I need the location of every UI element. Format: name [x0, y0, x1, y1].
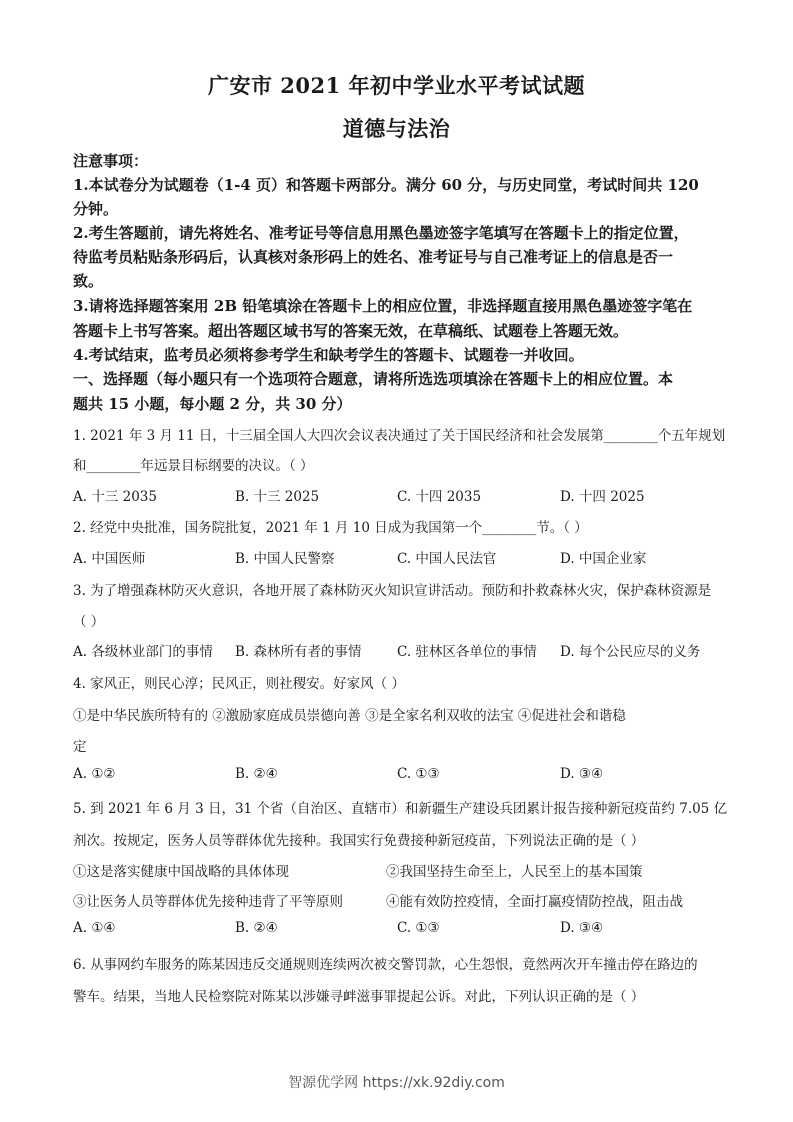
- q5-option-a: A. ①④: [73, 920, 116, 936]
- q4-option-a: A. ①②: [73, 766, 116, 782]
- page-title: 广安市 2021 年初中学业水平考试试题: [207, 73, 586, 98]
- notice-line: 3.请将选择题答案用 2B 铅笔填涂在答题卡上的相应位置，非选择题直接用黑色墨迹签字笔在: [73, 297, 693, 315]
- notice-line: 待监考员粘贴条形码后，认真核对条形码上的姓名、准考证号与自己准考证上的信息是否一: [73, 248, 674, 266]
- q3-option-b: B. 森林所有者的事情: [235, 644, 362, 660]
- q5-option-c: C. ①③: [397, 920, 440, 936]
- notice-line: 4.考试结束，监考员必须将参考学生和缺考学生的答题卡、试题卷一并收回。: [73, 346, 584, 364]
- q2-option-c: C. 中国人民法官: [397, 551, 497, 567]
- q5-option-b: B. ②④: [235, 920, 278, 936]
- q5-statement-2: ②我国坚持生命至上，人民至上的基本国策: [386, 864, 643, 880]
- q1-option-c: C. 十四 2035: [397, 489, 482, 505]
- notice-line: 答题卡上书写答案。超出答题区域书写的答案无效，在草稿纸、试题卷上答题无效。: [73, 322, 629, 340]
- question-5-stem: 剂次。按规定，医务人员等群体优先接种。我国实行免费接种新冠疫苗，下列说法正确的是（ ）: [73, 833, 645, 849]
- notice-line: 2.考生答题前，请先将姓名、准考证号等信息用黑色墨迹签字笔填写在答题卡上的指定位置，: [73, 224, 689, 242]
- q5-statement-1: ①这是落实健康中国战略的具体体现: [73, 864, 289, 880]
- question-4-statements: ①是中华民族所特有的 ②激励家庭成员崇德向善 ③是全家名利双收的法宝 ④促进社会和谐稳: [73, 708, 626, 724]
- watermark-footer: 智源优学网 https://xk.92diy.com: [288, 1075, 505, 1091]
- question-2-stem: 2. 经党中央批准，国务院批复，2021 年 1 月 10 日成为我国第一个________节。（ ）: [73, 520, 588, 536]
- question-3-stem: 3. 为了增强森林防灭火意识，各地开展了森林防灭火知识宣讲活动。预防和扑救森林火灾，保护森林资源是: [73, 583, 712, 599]
- q2-option-a: A. 中国医师: [73, 551, 146, 567]
- notice-line: 1.本试卷分为试题卷（1-4 页）和答题卡两部分。满分 60 分，与历史同堂，考试时间共 120: [73, 176, 699, 194]
- question-3-stem: （ ）: [73, 614, 105, 630]
- q4-option-d: D. ③④: [560, 766, 604, 782]
- q1-option-b: B. 十三 2025: [235, 489, 320, 505]
- subject-title: 道德与法治: [342, 116, 451, 141]
- section-heading: 题共 15 小题，每小题 2 分，共 30 分）: [73, 395, 352, 413]
- q5-option-d: D. ③④: [560, 920, 604, 936]
- question-6-stem: 6. 从事网约车服务的陈某因违反交通规则连续两次被交警罚款，心生怨恨，竟然两次开车撞击停在路边的: [73, 957, 698, 973]
- question-5-stem: 5. 到 2021 年 6 月 3 日，31 个省（自治区、直辖市）和新疆生产建设兵团累计报告接种新冠疫苗约 7.05 亿: [73, 801, 728, 817]
- q3-option-d: D. 每个公民应尽的义务: [560, 644, 701, 660]
- question-6-stem: 警车。结果，当地人民检察院对陈某以涉嫌寻衅滋事罪提起公诉。对此，下列认识正确的是（ ）: [73, 989, 645, 1005]
- notice-heading: 注意事项：: [73, 152, 149, 170]
- q2-option-b: B. 中国人民警察: [235, 551, 335, 567]
- q1-option-d: D. 十四 2025: [560, 489, 645, 505]
- q4-option-b: B. ②④: [235, 766, 278, 782]
- question-1-stem: 和________年远景目标纲要的决议。（ ）: [73, 458, 314, 474]
- question-4-stem: 4. 家风正，则民心淳；民风正，则社稷安。好家风（ ）: [73, 676, 405, 692]
- notice-line: 致。: [73, 272, 104, 290]
- q2-option-d: D. 中国企业家: [560, 551, 647, 567]
- q3-option-c: C. 驻林区各单位的事情: [397, 644, 537, 660]
- question-1-stem: 1. 2021 年 3 月 11 日，十三届全国人大四次会议表决通过了关于国民经济和社会发展第________个五年规划: [73, 428, 726, 444]
- q3-option-a: A. 各级林业部门的事情: [73, 644, 213, 660]
- q5-statement-4: ④能有效防控疫情，全面打赢疫情防控战，阻击战: [386, 894, 683, 910]
- section-heading: 一、选择题（每小题只有一个选项符合题意，请将所选选项填涂在答题卡上的相应位置。本: [73, 370, 674, 388]
- notice-line: 分钟。: [73, 200, 119, 218]
- question-4-statements: 定: [73, 739, 87, 755]
- q4-option-c: C. ①③: [397, 766, 440, 782]
- q1-option-a: A. 十三 2035: [73, 489, 157, 505]
- q5-statement-3: ③让医务人员等群体优先接种违背了平等原则: [73, 894, 343, 910]
